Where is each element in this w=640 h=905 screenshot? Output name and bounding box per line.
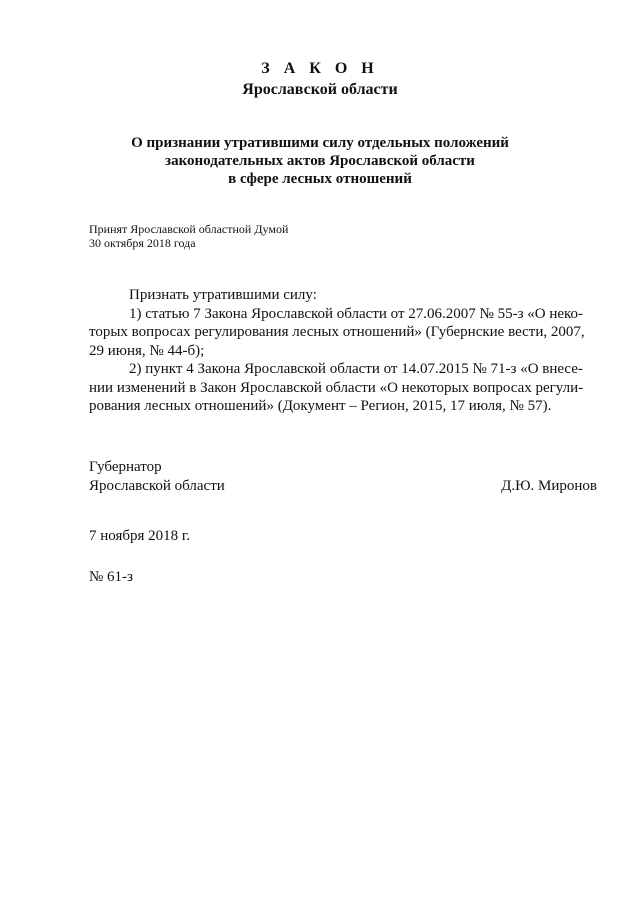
law-body	[89, 286, 585, 416]
law-number: № 61-з	[89, 569, 133, 585]
item1-line: торых вопросах регулирования лесных отношений» (Губернские вести, 2007,	[89, 324, 585, 340]
item1-line: 29 июня, № 44-б);	[89, 342, 205, 359]
law-title-line: в сфере лесных отношений	[228, 171, 412, 187]
signatory-name: Д.Ю. Миронов	[501, 478, 597, 494]
signatory-position: Губернатор	[89, 459, 162, 475]
item1-line: 1) статью 7 Закона Ярославской области от 27.06.2007 № 55-з «О неко-	[129, 305, 584, 322]
body-intro: Признать утратившими силу:	[129, 287, 317, 303]
item2-line: нии изменений в Закон Ярославской области «О некоторых вопросах регули-	[89, 379, 584, 396]
law-region: Ярославской области	[242, 81, 398, 98]
adoption-body: Принят Ярославской областной Думой	[89, 222, 289, 236]
adoption-note	[89, 222, 288, 250]
signatory-region: Ярославской области	[89, 478, 225, 494]
law-title-line: законодательных актов Ярославской области	[165, 153, 475, 169]
law-heading: З А К О Н	[261, 60, 379, 77]
signature-block	[89, 458, 597, 496]
law-title-line: О признании утратившими силу отдельных положений	[131, 135, 509, 151]
signature-row	[89, 477, 597, 496]
adoption-date: 30 октября 2018 года	[89, 236, 196, 250]
law-title	[0, 134, 640, 188]
item2-line: 2) пункт 4 Закона Ярославской области от 14.07.2015 № 71-з «О внесе-	[129, 361, 583, 377]
item2-line: рования лесных отношений» (Документ – Регион, 2015, 17 июля, № 57).	[89, 398, 552, 414]
signing-date: 7 ноября 2018 г.	[89, 528, 191, 544]
